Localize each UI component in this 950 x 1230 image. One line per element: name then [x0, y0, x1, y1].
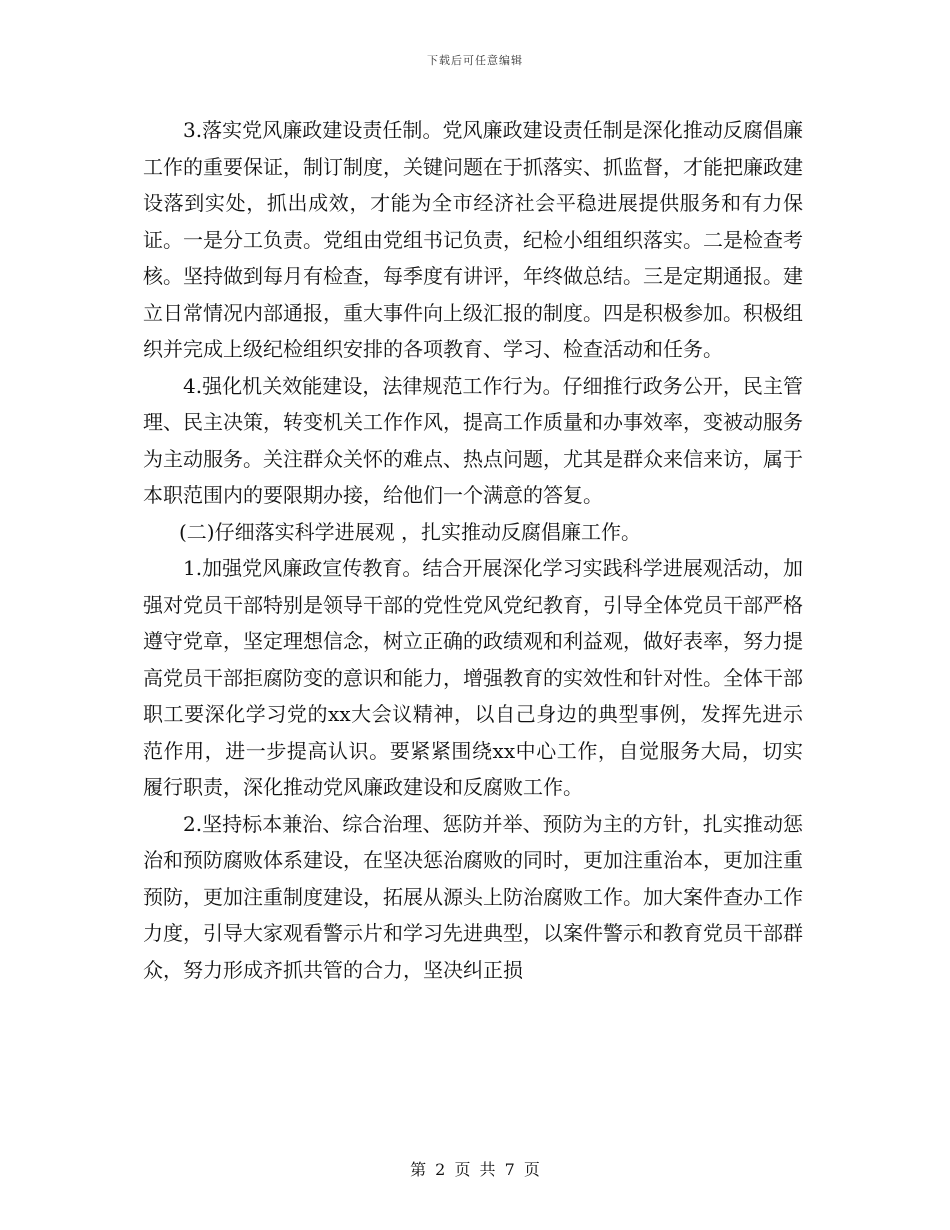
document-body — [143, 112, 803, 988]
paragraph-education: 1.加强党风廉政宣传教育。结合开展深化学习实践科学进展观活动，加强对党员干部特别是领导干部的党性党风党纪教育，引导全体党员干部严格遵守党章，坚定理想信念，树立正确的政绩观和利益观，做好表率，努力提高党员干部拒腐防变的意识和能力，增强教育的实效性和针对性。全体干部职工要深化学习党的xx大会议精神，以自己身边的典型事例，发挥先进示范作用，进一步提高认识。要紧紧围绕xx中心工作，自觉服务大局，切实履行职责，深化推动党风廉政建设和反腐败工作。 — [143, 556, 803, 799]
section-heading: (二)仔细落实科学进展观 ，扎实推动反腐倡廉工作。 — [179, 519, 641, 544]
paragraph-efficiency-building: 4.强化机关效能建设，法律规范工作行为。仔细推行政务公开，民主管理、民主决策，转变机关工作作风，提高工作质量和办事效率，变被动服务为主动服务。关注群众关怀的难点、热点问题，尤其是群众来信来访，属于本职范围内的要限期办接，给他们一个满意的答复。 — [143, 373, 803, 507]
page-header: 下载后可任意编辑 — [427, 54, 523, 67]
paragraph-responsibility-system: 3.落实党风廉政建设责任制。党风廉政建设责任制是深化推动反腐倡廉工作的重要保证，制订制度，关键问题在于抓落实、抓监督，才能把廉政建设落到实处，抓出成效，才能为全市经济社会平稳进展提供服务和有力保证。一是分工负责。党组由党组书记负责，纪检小组组织落实。二是检查考核。坚持做到每月有检查，每季度有讲评，年终做总结。三是定期通报。建立日常情况内部通报，重大事件向上级汇报的制度。四是积极参加。积极组织并完成上级纪检组织安排的各项教育、学习、检查活动和任务。 — [143, 118, 803, 361]
paragraph-prevention: 2.坚持标本兼治、综合治理、惩防并举、预防为主的方针，扎实推动惩治和预防腐败体系建设，在坚决惩治腐败的同时，更加注重治本，更加注重预防，更加注重制度建设，拓展从源头上防治腐败工作。加大案件查办工作力度，引导大家观看警示片和学习先进典型，以案件警示和教育党员干部群众，努力形成齐抓共管的合力，坚决纠正损 — [143, 811, 803, 982]
page-number-footer: 第 2 页 共 7 页 — [410, 1160, 540, 1179]
